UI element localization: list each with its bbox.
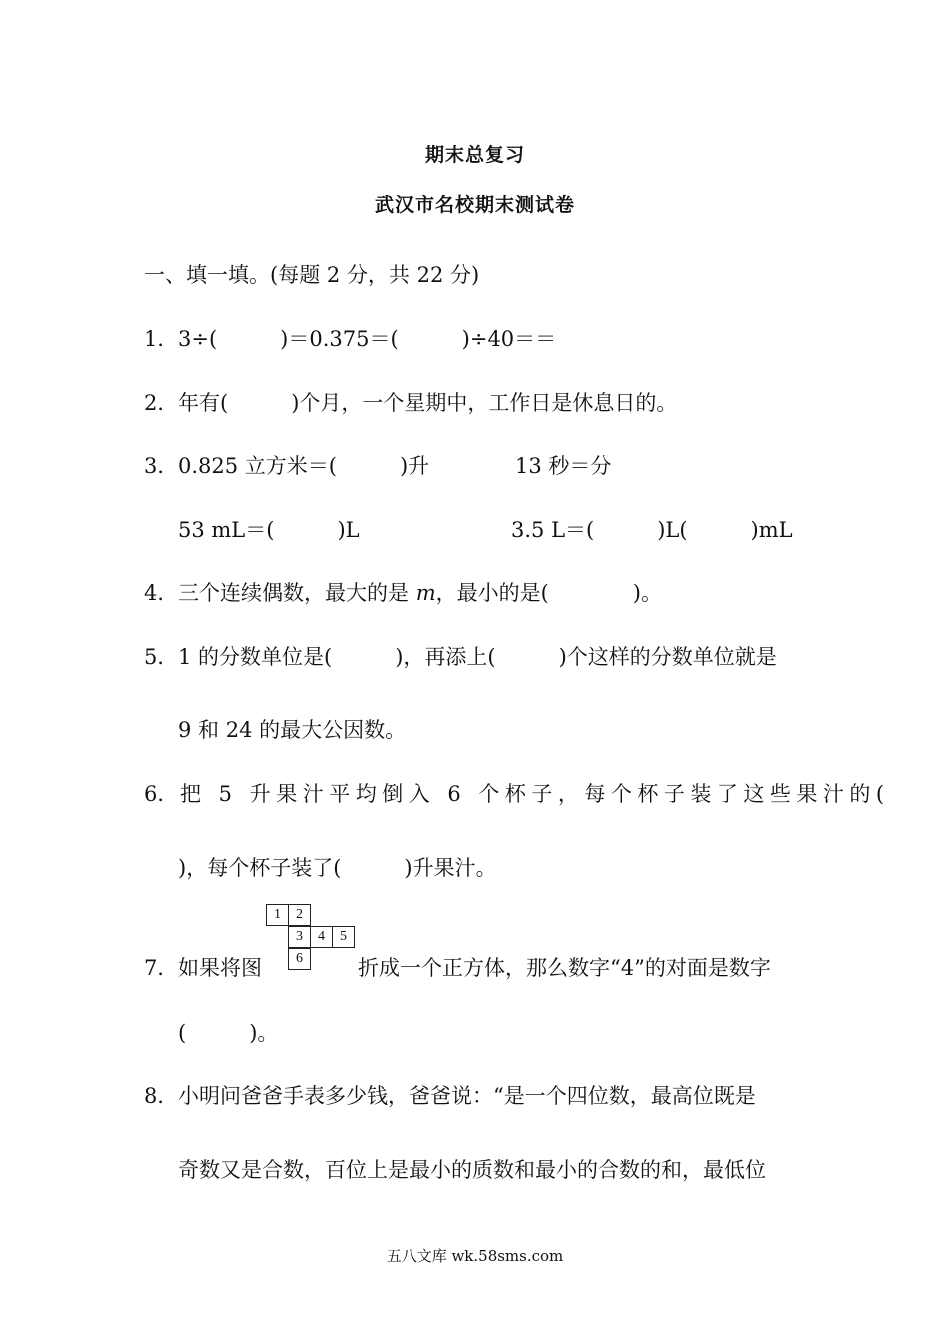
question-6-line-2: )，每个杯子装了( )升果汁。 bbox=[178, 856, 497, 880]
question-3-part-c: 53 mL＝( )L bbox=[178, 518, 360, 542]
net-cell-3: 3 bbox=[288, 926, 311, 948]
page-subtitle: 武汉市名校期末测试卷 bbox=[374, 194, 575, 216]
net-cell-4: 4 bbox=[310, 926, 333, 948]
question-4-text bbox=[178, 580, 662, 606]
question-4-post: ，最小的是( )。 bbox=[435, 581, 662, 605]
question-number: 2． bbox=[144, 391, 179, 415]
question-1-text: 3÷( )＝0.375＝( )÷40＝＝ bbox=[178, 327, 557, 351]
question-7-post: 折成一个正方体，那么数字“4”的对面是数字 bbox=[358, 956, 771, 980]
question-number: 8． bbox=[144, 1084, 179, 1108]
cube-net-figure bbox=[266, 904, 358, 974]
question-3-part-b: 13 秒＝分 bbox=[515, 454, 612, 478]
net-cell-2: 2 bbox=[288, 904, 311, 926]
net-cell-1: 1 bbox=[266, 904, 289, 926]
question-5-line-1: 1 的分数单位是( )，再添上( )个这样的分数单位就是 bbox=[178, 645, 777, 669]
question-8-line-2: 奇数又是合数，百位上是最小的质数和最小的合数的和，最低位 bbox=[178, 1158, 766, 1182]
question-8-line-1: 小明问爸爸手表多少钱，爸爸说：“是一个四位数，最高位既是 bbox=[178, 1084, 756, 1108]
net-cell-6: 6 bbox=[288, 948, 311, 970]
question-number: 3． bbox=[144, 454, 179, 478]
question-7-line-2: ( )。 bbox=[178, 1021, 279, 1045]
footer-watermark: 五八文库 wk.58sms.com bbox=[386, 1247, 564, 1265]
page-title: 期末总复习 bbox=[424, 144, 525, 166]
section-heading: 一、填一填。(每题 2 分，共 22 分) bbox=[144, 263, 480, 287]
question-5-line-2: 9 和 24 的最大公因数。 bbox=[178, 718, 407, 742]
question-number: 5． bbox=[144, 645, 179, 669]
question-3-part-d: 3.5 L＝( )L( )mL bbox=[511, 518, 793, 542]
question-3-part-a: 0.825 立方米＝( )升 bbox=[178, 454, 430, 478]
question-7-pre: 如果将图 bbox=[178, 956, 262, 980]
question-6-line-1: 把 5 升果汁平均倒入 6 个杯子，每个杯子装了这些果汁的( bbox=[180, 782, 890, 806]
question-4-variable: m bbox=[415, 581, 436, 605]
question-number: 6． bbox=[144, 782, 179, 806]
question-2-text: 年有( )个月，一个星期中，工作日是休息日的。 bbox=[178, 391, 678, 415]
question-4-pre: 三个连续偶数，最大的是 bbox=[178, 581, 416, 605]
question-number: 4． bbox=[144, 581, 179, 605]
question-number: 1． bbox=[144, 327, 179, 351]
question-number: 7． bbox=[144, 956, 179, 980]
net-cell-5: 5 bbox=[332, 926, 355, 948]
